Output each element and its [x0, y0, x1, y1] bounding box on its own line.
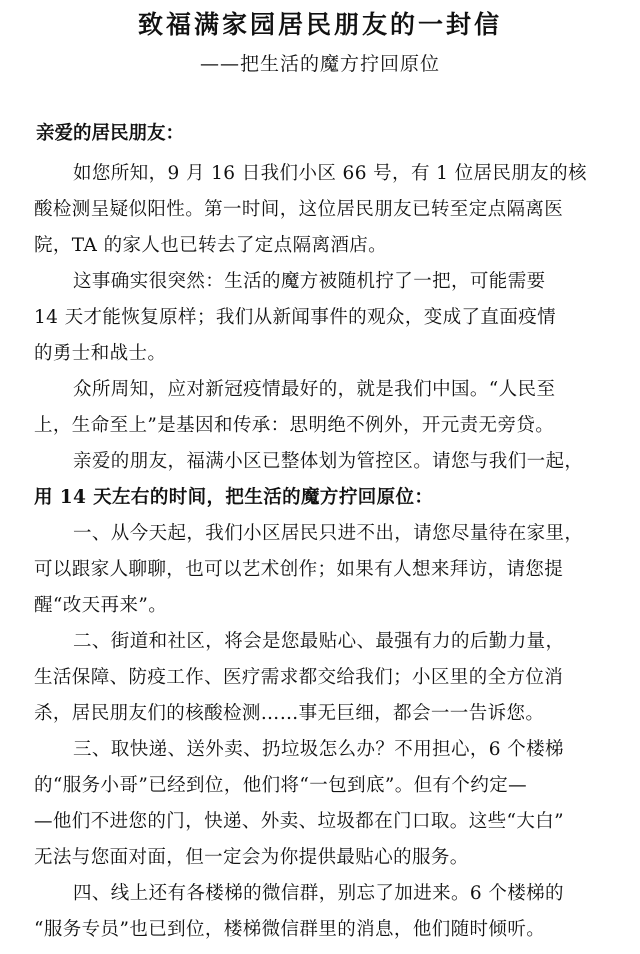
paragraph-line: 无法与您面对面，但一定会为你提供最贴心的服务。: [34, 847, 469, 868]
paragraph-line: 酸检测呈疑似阳性。第一时间，这位居民朋友已转至定点隔离医: [34, 199, 564, 220]
paragraph-line: 如您所知，9 月 16 日我们小区 66 号，有 1 位居民朋友的核: [73, 163, 587, 184]
paragraph-line: 亲爱的朋友，福满小区已整体划为管控区。请您与我们一起，: [73, 451, 584, 472]
paragraph-line: 四、线上还有各楼梯的微信群，别忘了加进来。6 个楼梯的: [73, 883, 564, 904]
paragraph-line: 杀，居民朋友们的核酸检测……事无巨细，都会一一告诉您。: [34, 703, 545, 724]
paragraph-line: —他们不进您的门，快递、外卖、垃圾都在门口取。这些“大白”: [34, 811, 565, 832]
paragraph-line: 三、取快递、送外卖、扔垃圾怎么办？不用担心，6 个楼梯: [73, 739, 564, 760]
paragraph-line: “服务专员”也已到位，楼梯微信群里的消息，他们随时倾听。: [34, 919, 546, 940]
paragraph-line: 的勇士和战士。: [34, 343, 167, 364]
letter-salutation: 亲爱的居民朋友：: [36, 123, 185, 144]
letter-subtitle: ——把生活的魔方拧回原位: [199, 53, 440, 75]
letter-title: 致福满家园居民朋友的一封信: [137, 10, 502, 39]
paragraph-line: 院，TA 的家人也已转去了定点隔离酒店。: [34, 235, 388, 256]
paragraph-line: 生活保障、防疫工作、医疗需求都交给我们；小区里的全方位消: [34, 667, 564, 688]
paragraph-line: 众所周知，应对新冠疫情最好的，就是我们中国。“人民至: [73, 379, 556, 400]
paragraph-line: 的“服务小哥”已经到位，他们将“一包到底”。但有个约定—: [34, 775, 528, 796]
paragraph-line-emphasis: 用 14 天左右的时间，把生活的魔方拧回原位：: [34, 487, 434, 508]
paragraph-line: 二、街道和社区，将会是您最贴心、最强有力的后勤力量，: [73, 631, 565, 652]
paragraph-line: 这事确实很突然：生活的魔方被随机拧了一把，可能需要: [73, 271, 546, 292]
paragraph-line: 上，生命至上”是基因和传承：思明绝不例外，开元责无旁贷。: [34, 415, 555, 436]
paragraph-line: 醒“改天再来”。: [34, 595, 168, 616]
paragraph-line: 14 天才能恢复原样；我们从新闻事件的观众，变成了直面疫情: [34, 307, 557, 328]
paragraph-line: 一、从今天起，我们小区居民只进不出，请您尽量待在家里，: [73, 523, 584, 544]
paragraph-line: 可以跟家人聊聊，也可以艺术创作；如果有人想来拜访，请您提: [34, 559, 564, 580]
